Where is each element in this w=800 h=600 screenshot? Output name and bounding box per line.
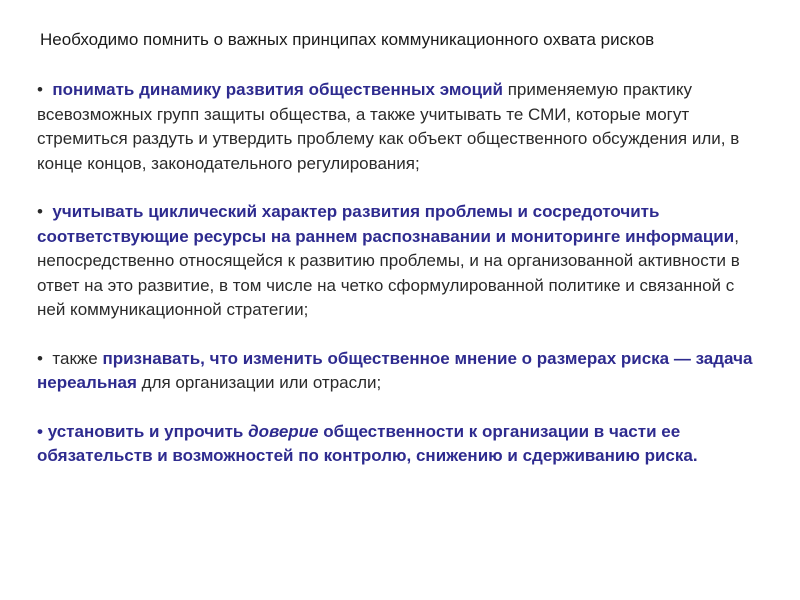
highlighted-text: общественности к организации в части ее обязательств и возможностей по контролю, снижению и сдерживанию риска.: [37, 421, 698, 465]
paragraph-text: применяемую практику всевозможных групп защиты общества, а также учитывать те СМИ, которые могут стремиться раздуть и утвердить проблему как объект общественного обсуждения или, в конце концов, законодательного регулирования;: [37, 80, 740, 173]
paragraph-text-prefix: также: [52, 348, 103, 368]
bullet-marker: •: [37, 348, 43, 368]
slide-title: Необходимо помнить о важных принципах коммуникационного охвата рисков: [40, 30, 655, 49]
highlighted-italic-text: доверие: [248, 421, 319, 441]
highlighted-text: признавать, что изменить общественное мнение о размерах риска — задача нереальная: [37, 348, 753, 392]
paragraph-text: , непосредственно относящейся к развитию проблемы, и на организованной активности в ответ на это развитие, в том числе на четко сформулированной политике и связанной с ней коммуникационной стратегии;: [37, 226, 740, 319]
slide-body: [37, 78, 757, 493]
paragraph-text: для организации или отрасли;: [136, 373, 382, 392]
bullet-paragraph-4: [37, 420, 757, 469]
bullet-paragraph-1: [37, 78, 757, 176]
bullet-marker: •: [37, 202, 43, 221]
bullet-marker: •: [37, 80, 43, 99]
highlighted-text: учитывать циклический характер развития проблемы и сосредоточить соответствующие ресурсы на раннем распознавании и мониторинге информации: [37, 202, 735, 246]
bullet-paragraph-3: [37, 347, 757, 396]
bullet-marker: •: [37, 421, 43, 441]
highlighted-text: понимать динамику развития общественных эмоций: [52, 80, 503, 99]
highlighted-text: установить и упрочить: [47, 421, 249, 441]
bullet-paragraph-2: [37, 200, 757, 323]
